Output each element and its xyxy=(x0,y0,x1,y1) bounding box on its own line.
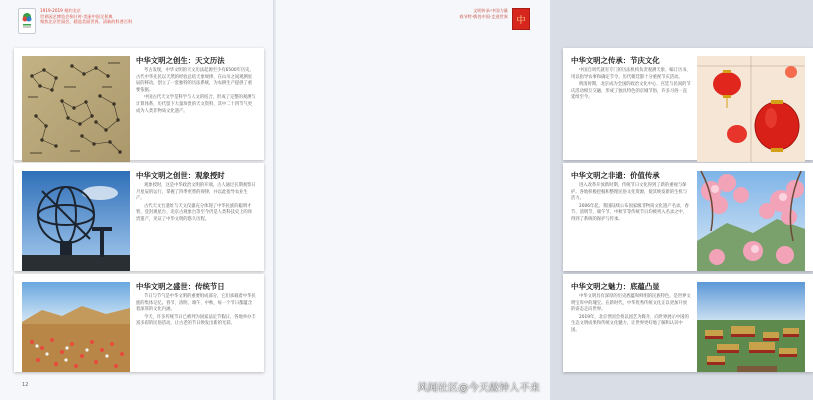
card-paragraph: 中国古代天文学是科学与人文的结合，形成了完整的观测与计算体系，历代留下大量珍贵的天文资料，其中二十四节气更成为人类非物质文化遗产。 xyxy=(136,95,256,114)
card-heritage xyxy=(563,163,813,271)
card-paragraph: 古代天文台遗址与天文仪器充分体现了中华民族的聪明才智，登封观星台、北京古观象台等至今仍是人类科技史上的珍贵遗产，见证了中华文明的悠久历程。 xyxy=(136,203,253,222)
header-left-line2: 世界园艺博览会倒计时·美丽中国全景典 xyxy=(40,13,113,19)
card-paragraph: 中华文明具有深厚的历史底蕴和鲜明的民族特色，是世界文明宝库中的瑰宝。在新时代，中华优秀传统文化正以更加开放的姿态走向世界。 xyxy=(571,294,691,313)
red-seal-icon: 中 xyxy=(512,8,530,30)
card-heritage-text xyxy=(571,171,691,224)
header-right xyxy=(459,8,530,30)
card-title: 中华文明之创世：观象授时 xyxy=(136,171,225,180)
expo-logo-icon xyxy=(20,11,34,31)
expo-logo xyxy=(18,8,36,34)
peach-blossom-image xyxy=(697,171,805,271)
card-palace-text xyxy=(571,282,691,335)
watermark: 风闻社区@今天敲钟人不来 xyxy=(417,383,540,394)
star-chart-image xyxy=(22,56,130,162)
header-left-line1: 1919-2019 相约北京 xyxy=(40,8,81,13)
card-paragraph: 考古发现，中华文明的天文历法起源至少有6500年历史。古代中华先民以天然的经验总结天象规律，在山川之间观测星辰的移动，创立了一套独特的历法系统，为农耕生产提供了重要依据。 xyxy=(136,68,254,93)
card-paragraph: 明清时期，北京成为全国的政治文化中心，宫廷与民间的节庆活动相互交融，形成了独具特色的京城节俗，许多习俗一直延续至今。 xyxy=(571,82,691,101)
card-observatory xyxy=(14,163,264,271)
card-paragraph: 2006年起，我国陆续公布国家级非物质文化遗产名录，春节、清明节、端午节、中秋节等传统节日均被列入名录之中，得到了系统的保护与传承。 xyxy=(571,203,689,222)
left-page xyxy=(0,0,274,400)
card-paragraph: 今天，许多传统节日已被列为国家法定节假日，各地举办丰富多彩的民俗活动，让古老的节日焕发出新的光彩。 xyxy=(136,314,256,327)
header-right-text xyxy=(459,8,508,20)
card-paragraph: 2019年，北京世园会将以园艺为媒介，向世界展示中国的生态文明成果和传统文化魅力，让世界更好地了解和认识中国。 xyxy=(571,314,689,333)
header-left xyxy=(18,8,180,34)
header-left-line3: 聚焦北京世园会，精选美丽世界、清新的科普百科 xyxy=(40,19,133,25)
header-left-text xyxy=(40,8,180,25)
header-right-line1: 文明传承·中国力量 xyxy=(473,8,508,13)
card-observatory-text xyxy=(136,171,256,224)
red-lanterns-image xyxy=(697,56,805,162)
card-festivals-text xyxy=(136,282,256,328)
page-number: 12 xyxy=(22,382,29,388)
card-title: 中华文明之盛世：传统节日 xyxy=(136,282,225,291)
card-lanterns xyxy=(563,48,813,160)
armillary-sphere-image xyxy=(22,171,130,271)
card-title: 中华文明之传承：节庆文化 xyxy=(571,56,660,65)
card-title: 中华文明之非遗：价值传承 xyxy=(571,171,660,180)
card-astronomy xyxy=(14,48,264,160)
forbidden-city-image xyxy=(697,282,805,372)
card-palace xyxy=(563,274,813,372)
card-title: 中华文明之魅力：底蕴凸显 xyxy=(571,282,660,291)
right-page xyxy=(276,0,691,400)
card-astronomy-text xyxy=(136,56,256,115)
card-paragraph: 中国自周代就有专门的历法机构负责观测天象、编订历书，用以指导农事和确定节令。历代朝廷都十分重视节庆活动。 xyxy=(571,68,691,80)
card-paragraph: 节日与节气是中华文明的重要组成部分，它们承载着中华民族的集体记忆。春节、清明、端午、中秋，每一个节日都蕴含着深厚的文化内涵。 xyxy=(136,294,256,313)
card-festivals xyxy=(14,274,264,372)
header-right-line2: 春节特·敬畏中国·走进世界 xyxy=(459,14,508,19)
card-lanterns-text xyxy=(571,56,691,102)
card-paragraph: 观象授时，这是中华政治文明的开端。古人通过长期观察日月星辰的运行，掌握了四季更替的规律，并以此指导农业生产。 xyxy=(136,183,256,202)
festival-crowd-image xyxy=(22,282,130,372)
card-paragraph: 进入改革开放新时期，传统节日文化得到了新的重视与保护。各地积极挖掘和整理民俗文化资源，使其焕发新的生机与活力。 xyxy=(571,183,688,202)
card-title: 中华文明之创生：天文历法 xyxy=(136,56,225,65)
